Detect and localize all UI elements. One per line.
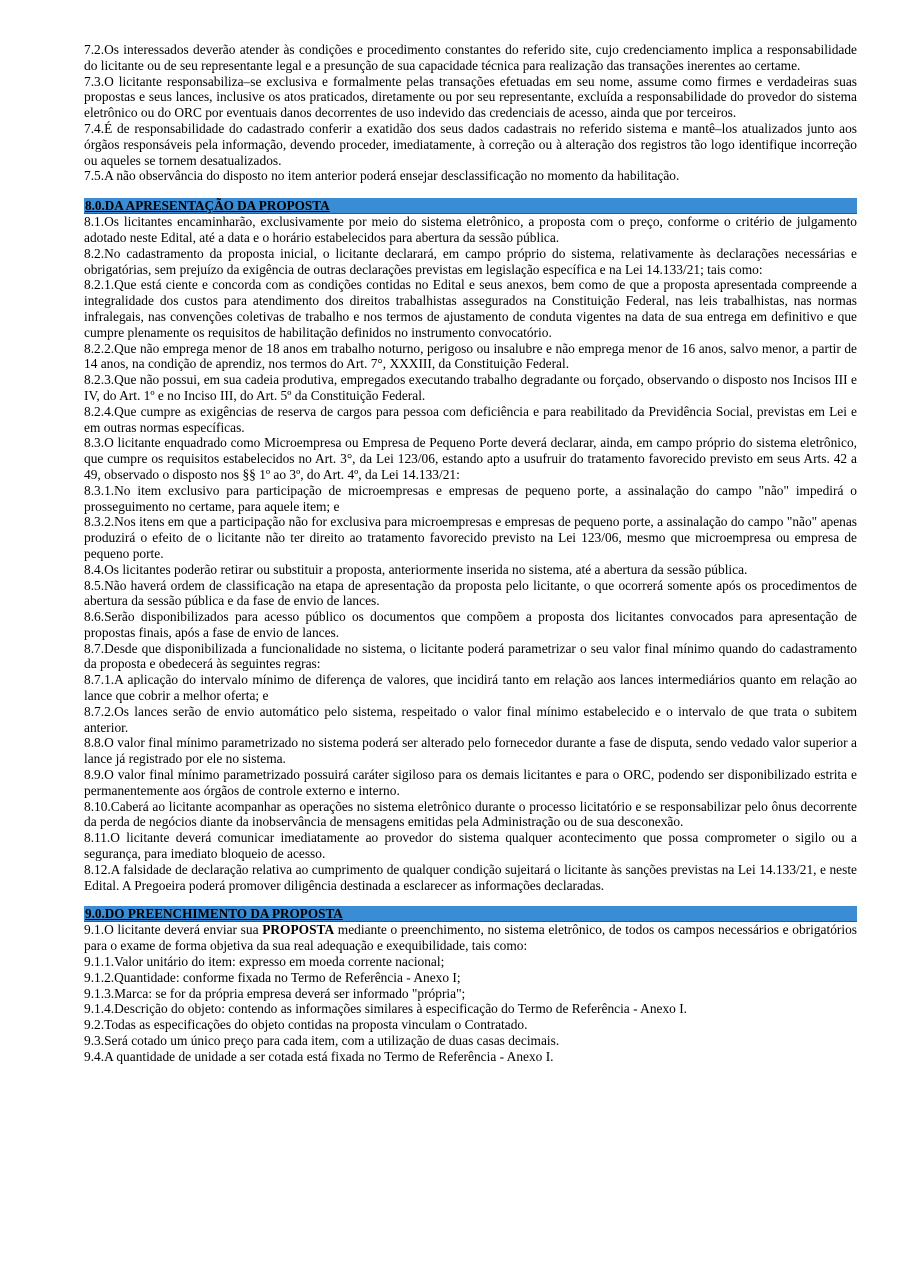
clause-9-3: 9.3.Será cotado um único preço para cada item, com a utilização de duas casas decimais. — [84, 1033, 560, 1049]
clause-8-7-2: 8.7.2.Os lances serão de envio automático pelo sistema, respeitado o valor final mínimo estabelecido e o intervalo de que trata o subitem anterior. — [84, 703, 857, 735]
document-page — [84, 42, 857, 1065]
section-8-header: 8.0.DA APRESENTAÇÃO DA PROPOSTA — [84, 198, 857, 214]
clause-8-3: 8.3.O licitante enquadrado como Microempresa ou Empresa de Pequeno Porte deverá declarar, ainda, em campo próprio do sistema eletrônico, que cumpre os requisitos estabelecidos no Art. 3°, da Lei 123/06, estando apto a usufruir do tratamento favorecido previsto em seus Arts. 42 a 49, observado o disposto nos §§ 1º ao 3º, do Art. 4º, da Lei 14.133/21: — [84, 435, 857, 482]
clause-9-1-4: 9.1.4.Descrição do objeto: contendo as informações similares à especificação do Termo de Referência - Anexo I. — [84, 1001, 688, 1017]
clause-9-1 — [84, 922, 857, 954]
clause-8-6: 8.6.Serão disponibilizados para acesso público os documentos que compõem a proposta dos licitantes convocados para apresentação de propostas finais, após a fase de envio de lances. — [84, 609, 857, 640]
clause-8-8: 8.8.O valor final mínimo parametrizado no sistema poderá ser alterado pelo fornecedor durante a fase de disputa, sendo vedado valor superior a lance já registrado por ele no sistema. — [84, 735, 857, 767]
clause-7-2: 7.2.Os interessados deverão atender às condições e procedimento constantes do referido site, cujo credenciamento implica a responsabilidade do licitante ou de seu representante legal e a presunção de sua capacidade técnica para realização das transações inerentes ao certame. — [84, 42, 857, 73]
clause-8-9: 8.9.O valor final mínimo parametrizado possuirá caráter sigiloso para os demais licitantes e para o ORC, podendo ser disponibilizado estrita e permanentemente aos órgãos de controle externo e interno. — [84, 767, 857, 798]
clause-9-1-lead: 9.1.O licitante deverá enviar sua — [84, 922, 263, 938]
clause-9-2: 9.2.Todas as especificações do objeto contidas na proposta vinculam o Contratado. — [84, 1017, 528, 1033]
clause-8-2-4: 8.2.4.Que cumpre as exigências de reserva de cargos para pessoa com deficiência e para reabilitado da Previdência Social, previstas em Lei e em outras normas específicas. — [84, 403, 857, 435]
clause-7-3: 7.3.O licitante responsabiliza–se exclusiva e formalmente pelas transações efetuadas em seu nome, assume como firmes e verdadeiras suas propostas e seus lances, inclusive os atos praticados, diretamente ou por seu representante, excluída a responsabilidade do provedor do sistema eletrônico ou do ORC por eventuais danos decorrentes de uso indevido das credenciais de acesso, ainda que por terceiros. — [84, 73, 857, 121]
clause-8-5: 8.5.Não haverá ordem de classificação na etapa de apresentação da proposta pelo licitante, o que ocorrerá somente após os procedimentos de abertura da sessão pública e da fase de envio de lances. — [84, 577, 857, 609]
clause-8-11: 8.11.O licitante deverá comunicar imediatamente ao provedor do sistema qualquer acontecimento que possa comprometer o sigilo ou a segurança, para imediato bloqueio de acesso. — [84, 830, 857, 862]
clause-8-2: 8.2.No cadastramento da proposta inicial, o licitante declarará, em campo próprio do sistema, relativamente às declarações necessárias e obrigatórias, sem prejuízo da exigência de outras declarações previstas em legislação específica e na Lei 14.133/21; tais como: — [84, 245, 857, 277]
clause-9-1-rest: mediante o preenchimento, no sistema eletrônico, de todos os campos necessários e obrigatórios para o exame de forma objetiva da sua real adequação e exequibilidade, tais como: — [84, 922, 857, 954]
section-9-header: 9.0.DO PREENCHIMENTO DA PROPOSTA — [84, 906, 857, 922]
clause-9-4: 9.4.A quantidade de unidade a ser cotada está fixada no Termo de Referência - Anexo I. — [84, 1048, 554, 1064]
clause-8-2-2: 8.2.2.Que não emprega menor de 18 anos em trabalho noturno, perigoso ou insalubre e não emprega menor de 16 anos, salvo menor, a partir de 14 anos, na condição de aprendiz, nos termos do Art. 7°, XXXIII, da Constituição Federal. — [84, 340, 857, 372]
clause-8-3-1: 8.3.1.No item exclusivo para participação de microempresas e empresas de pequeno porte, a assinalação do campo "não" impedirá o prosseguimento no certame, para aquele item; e — [84, 482, 857, 514]
clause-9-1-3: 9.1.3.Marca: se for da própria empresa deverá ser informado "própria"; — [84, 985, 466, 1001]
clause-8-12: 8.12.A falsidade de declaração relativa ao cumprimento de qualquer condição sujeitará o licitante às sanções previstas na Lei 14.133/21, e neste Edital. A Pregoeira poderá promover diligência destinada a esclarecer as informações declaradas. — [84, 861, 857, 893]
clause-8-7: 8.7.Desde que disponibilizada a funcionalidade no sistema, o licitante poderá parametrizar o seu valor final mínimo quando do cadastramento da proposta e obedecerá às seguintes regras: — [84, 640, 857, 672]
clause-8-10: 8.10.Caberá ao licitante acompanhar as operações no sistema eletrônico durante o processo licitatório e se responsabilizar pelo ônus decorrente da perda de negócios diante da inobservância de mensagens emitidas pela Administração ou de sua desconexão. — [84, 798, 857, 830]
clause-9-1-2: 9.1.2.Quantidade: conforme fixada no Termo de Referência - Anexo I; — [84, 969, 461, 985]
clause-8-3-2: 8.3.2.Nos itens em que a participação não for exclusiva para microempresas e empresas de pequeno porte, a assinalação do campo "não" apenas produzirá o efeito de o licitante não ter direito ao tratamento favorecido previsto na Lei 123/06, mesmo que microempresa ou empresa de pequeno porte. — [84, 514, 857, 561]
clause-8-2-1: 8.2.1.Que está ciente e concorda com as condições contidas no Edital e seus anexos, bem como de que a proposta apresentada compreende a integralidade dos custos para atendimento dos direitos trabalhistas assegurados na Constituição Federal, nas leis trabalhistas, nas normas infralegais, nas convenções coletivas de trabalho e nos termos de ajustamento de conduta vigentes na data de sua entrega em definitivo e que cumpre plenamente os requisitos de habilitação definidos no instrumento convocatório. — [84, 277, 857, 340]
clause-8-4: 8.4.Os licitantes poderão retirar ou substituir a proposta, anteriormente inserida no sistema, até a abertura da sessão pública. — [84, 561, 748, 577]
clause-9-1-1: 9.1.1.Valor unitário do item: expresso em moeda corrente nacional; — [84, 954, 445, 970]
clause-7-4: 7.4.É de responsabilidade do cadastrado conferir a exatidão dos seus dados cadastrais no referido sistema e mantê–los atualizados junto aos órgãos responsáveis pela informação, devendo proceder, imediatamente, à correção ou à alteração dos registros tão logo identifique incorreção ou aqueles se tornem desatualizados. — [84, 120, 857, 168]
clause-8-1: 8.1.Os licitantes encaminharão, exclusivamente por meio do sistema eletrônico, a proposta com o preço, conforme o critério de julgamento adotado neste Edital, até a data e o horário estabelecidos para abertura da sessão pública. — [84, 214, 857, 245]
clause-7-5: 7.5.A não observância do disposto no item anterior poderá ensejar desclassificação no momento da habilitação. — [84, 168, 680, 184]
clause-8-2-3: 8.2.3.Que não possui, em sua cadeia produtiva, empregados executando trabalho degradante ou forçado, observando o disposto nos Incisos III e IV, do Art. 1º e no Inciso III, do Art. 5º da Constituição Federal. — [84, 372, 857, 403]
proposta-emphasis: PROPOSTA — [262, 922, 335, 938]
clause-8-7-1: 8.7.1.A aplicação do intervalo mínimo de diferença de valores, que incidirá tanto em relação aos lances intermediários quanto em relação ao lance que cobrir a melhor oferta; e — [84, 672, 857, 704]
